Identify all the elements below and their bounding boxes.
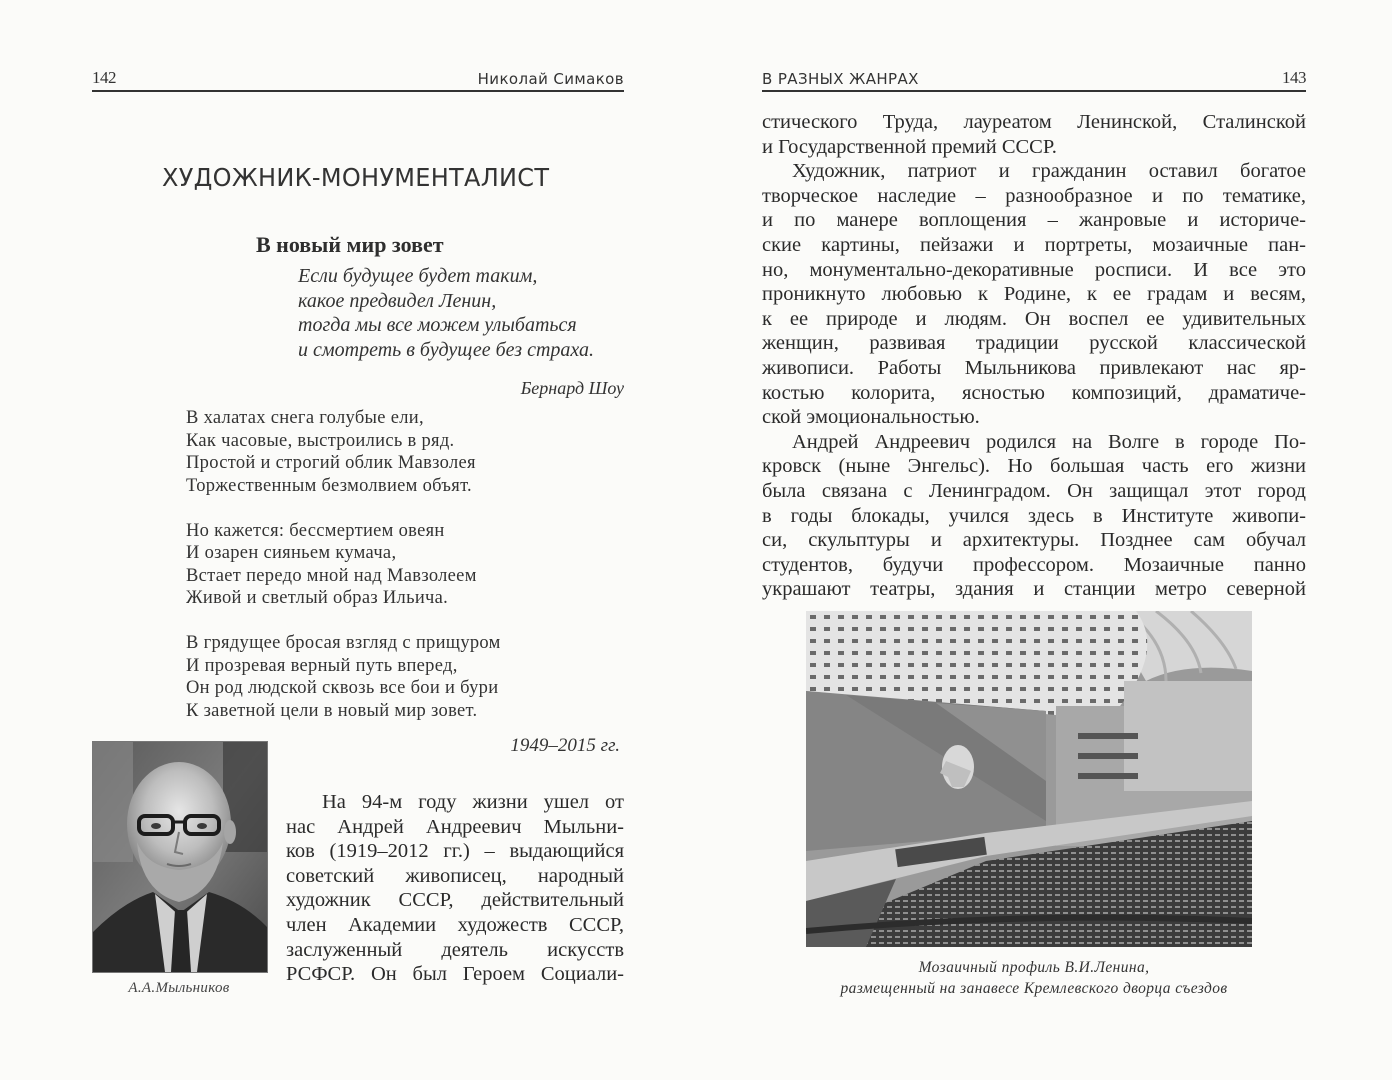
text-line: и по манере воплощения – жанровые и историче- (762, 209, 1306, 232)
text-line: но, монументально-декоративные росписи. И все это (762, 258, 1306, 281)
poem-line: Живой и светлый образ Ильича. (186, 588, 449, 608)
running-head-author: Николай Симаков (477, 70, 624, 88)
stanza (186, 632, 626, 722)
caption-line: Мозаичный профиль В.И.Ленина, (918, 959, 1150, 976)
text-line: член Академии художеств СССР, (286, 913, 624, 936)
poem-line: Как часовые, выстроились в ряд. (186, 430, 455, 451)
text-line: костью колорита, ясностью композиций, драматиче- (762, 381, 1306, 404)
poem-line: И прозревая верный путь вперед, (186, 655, 458, 676)
running-head-right (762, 62, 1306, 92)
text-line: заслуженный деятель искусств (286, 938, 624, 961)
poem (186, 407, 626, 745)
poem-line: К заветной цели в новый мир зовет. (186, 700, 478, 721)
caption-line: размещенный на занавесе Кремлевского дворца съездов (840, 980, 1228, 997)
portrait-caption: А.А.Мыльников (128, 980, 230, 996)
text-line: си, скульптуры и архитектуры. Позднее сам обучал (762, 529, 1306, 552)
running-head-section: В РАЗНЫХ ЖАНРАХ (762, 70, 919, 88)
text-line: ской эмоциональностью. (762, 406, 980, 429)
epigraph-line: и смотреть в будущее без страха. (298, 338, 595, 361)
text-line: и Государственной премий СССР. (762, 135, 1057, 158)
text-line: проникнуто любовью к Родине, к ее градам и весям, (762, 283, 1306, 306)
page-number: 142 (92, 68, 116, 87)
photo-caption (762, 957, 1306, 999)
stanza (186, 520, 626, 610)
page-number: 143 (1282, 68, 1306, 87)
text-line: творческое наследие – разнообразное и по тематике, (762, 184, 1306, 207)
text-line: нас Андрей Андреевич Мыльни- (286, 815, 624, 838)
portrait-photo-icon (93, 742, 267, 972)
text-line: стического Труда, лауреатом Ленинской, Сталинской (762, 111, 1306, 133)
chapter-title: ХУДОЖНИК-МОНУМЕНТАЛИСТ (162, 163, 550, 192)
poem-line: В грядущее бросая взгляд с прищуром (186, 633, 501, 653)
text-line: живописи. Работы Мыльникова привлекают нас яр- (762, 356, 1306, 379)
poem-line: И озарен сияньем кумача, (186, 543, 397, 563)
text-line: женщин, развивая традиции русской классической (762, 332, 1306, 355)
right-page (696, 0, 1392, 1080)
stanza (186, 407, 626, 497)
poem-line: Он род людской сквозь все бои и бури (186, 678, 499, 698)
text-line: в годы блокады, учился здесь в Институте живопи- (762, 504, 1306, 527)
text-line: Андрей Андреевич родился на Волге в городе По- (792, 430, 1306, 453)
text-line: РСФСР. Он был Героем Социали- (286, 963, 624, 986)
poem-line: Торжественным безмолвием объят. (186, 475, 472, 496)
epigraph-author: Бернард Шоу (520, 378, 624, 398)
epigraph-line: какое предвидел Ленин, (298, 289, 497, 312)
poem-date: 1949–2015 гг. (510, 735, 620, 756)
text-line: была связана с Ленинградом. Он защищал этот город (762, 479, 1306, 502)
text-line: студентов, будучи профессором. Мозаичные панно (762, 553, 1306, 576)
text-line: ков (1919–2012 гг.) – выдающийся (286, 840, 624, 863)
kremlin-hall-photo (806, 611, 1252, 947)
running-head-left (92, 62, 624, 92)
poem-title: В новый мир зовет (256, 232, 444, 257)
poem-line: Но кажется: бессмертием овеян (186, 520, 445, 541)
text-line: Художник, патриот и гражданин оставил богатое (792, 160, 1306, 183)
poem-line: Встает передо мной над Мавзолеем (186, 565, 477, 586)
text-line: украшают театры, здания и станции метро северной (762, 578, 1306, 601)
body-text (762, 110, 1306, 602)
text-line: ские картины, пейзажи и портреты, мозаичные пан- (762, 233, 1306, 256)
portrait-photo (92, 741, 268, 973)
epigraph-line: Если будущее будет таким, (298, 265, 538, 287)
text-line: На 94-м году жизни ушел от (322, 791, 624, 813)
text-line: художник СССР, действительный (286, 889, 624, 912)
epigraph-line: тогда мы все можем улыбаться (298, 314, 577, 336)
kremlin-hall-photo-icon (806, 611, 1252, 947)
poem-line: В халатах снега голубые ели, (186, 408, 424, 428)
text-line: советский живописец, народный (286, 864, 624, 887)
text-line: к ее природе и людям. Он воспел ее удивительных (762, 307, 1306, 330)
poem-line: Простой и строгий облик Мавзолея (186, 453, 476, 473)
epigraph (298, 264, 628, 362)
bio-paragraph (286, 790, 624, 987)
text-line: кровск (ныне Энгельс). Но большая часть его жизни (762, 455, 1306, 478)
